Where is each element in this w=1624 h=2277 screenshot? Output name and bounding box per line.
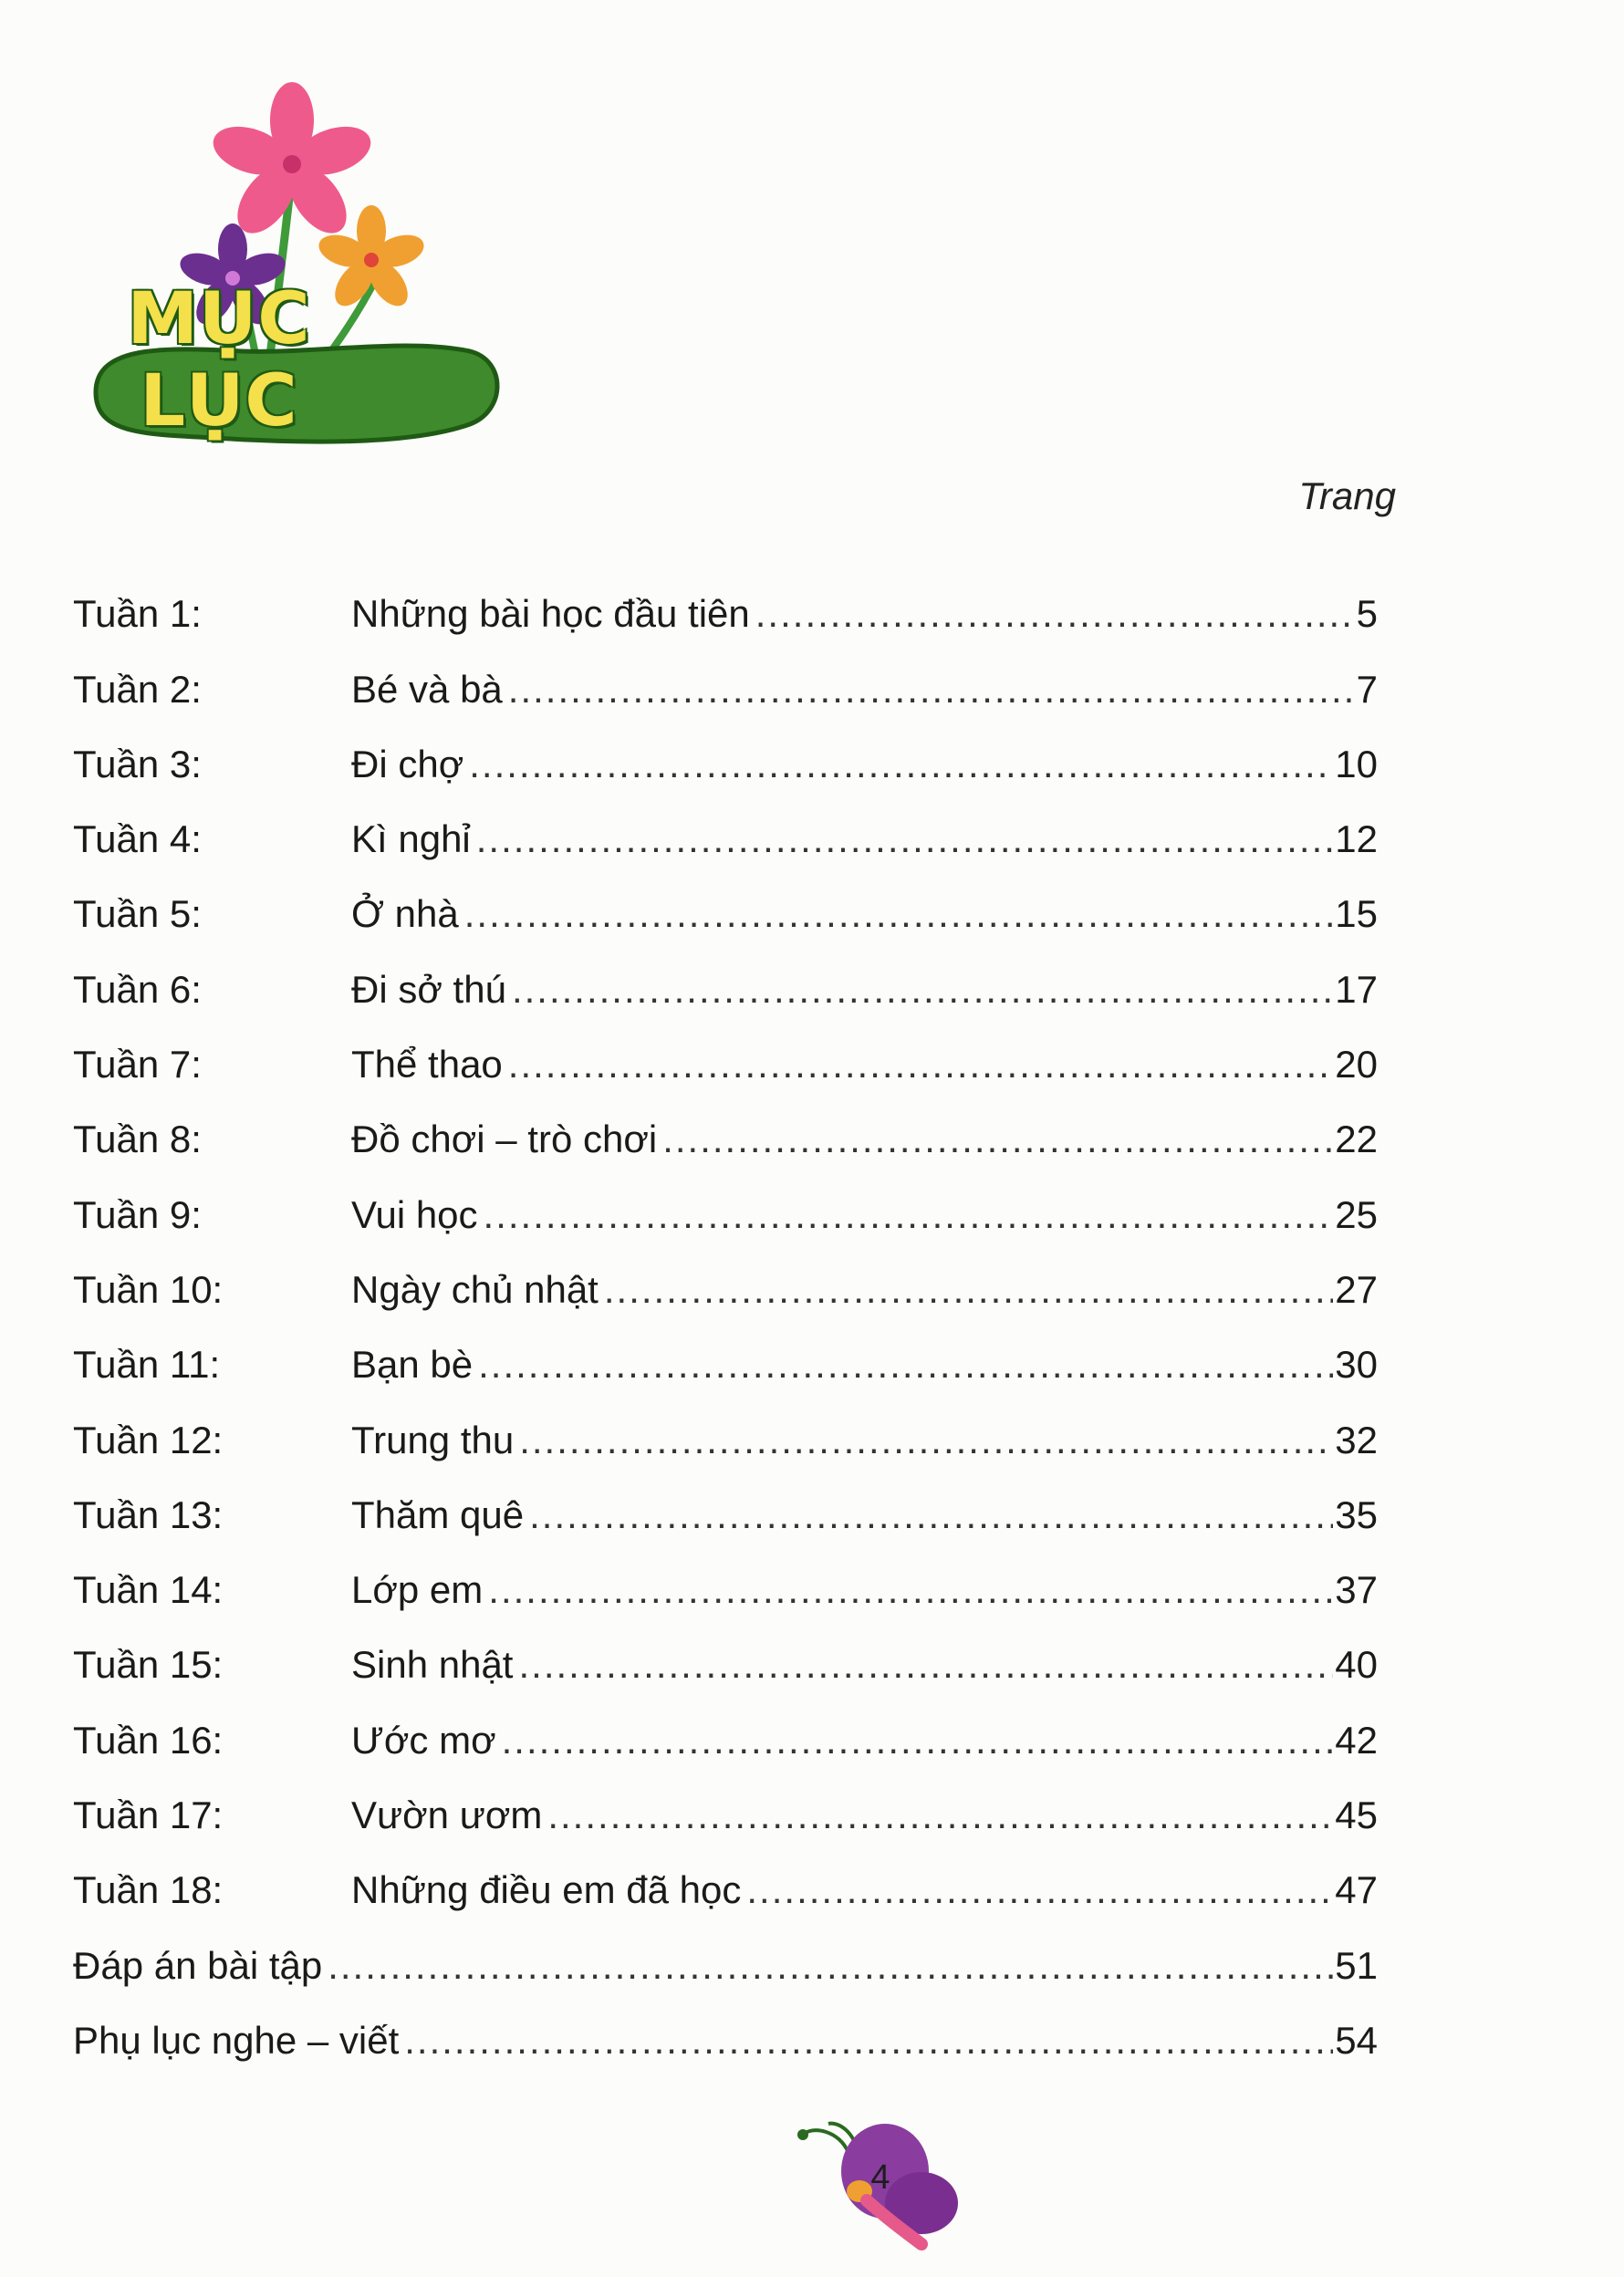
toc-title: Ngày chủ nhật — [351, 1267, 599, 1311]
toc-row — [73, 1084, 1378, 1159]
toc-row — [73, 1760, 1378, 1835]
toc-week: Tuần 16: — [73, 1718, 224, 1762]
toc-page: 35 — [1335, 1492, 1378, 1536]
toc-title: Trung thu — [351, 1418, 515, 1461]
toc-row — [73, 1460, 1378, 1534]
toc-week: Tuần 6: — [73, 967, 202, 1011]
toc-title: Đáp án bài tập — [73, 1943, 323, 1987]
toc-title: Đồ chơi – trò chơi — [351, 1118, 658, 1161]
toc-leader-dots — [755, 595, 1355, 633]
toc-week: Tuần 18: — [73, 1868, 224, 1912]
toc-week: Tuần 13: — [73, 1492, 224, 1536]
toc-page: 45 — [1335, 1794, 1378, 1837]
toc-title: Vui học — [351, 1192, 478, 1236]
toc-week: Tuần 2: — [73, 667, 202, 711]
toc-week: Tuần 9: — [73, 1192, 202, 1236]
toc-row — [73, 1309, 1378, 1387]
toc-title: Bé và bà — [351, 667, 503, 711]
toc-page: 22 — [1335, 1118, 1378, 1161]
toc-leader-dots — [464, 895, 1334, 933]
toc-week: Tuần 8: — [73, 1118, 202, 1161]
toc-week: Tuần 12: — [73, 1418, 224, 1461]
toc-title: Sinh nhật — [351, 1643, 514, 1687]
toc-row — [73, 1159, 1378, 1236]
toc-page: 12 — [1335, 817, 1378, 861]
toc-title: Những điều em đã học — [351, 1868, 742, 1912]
toc-leader-dots — [662, 1120, 1333, 1159]
toc-row — [73, 1009, 1378, 1087]
toc-page: 54 — [1335, 2018, 1378, 2062]
toc-list — [73, 558, 1378, 2060]
toc-title: Kì nghỉ — [351, 817, 471, 861]
page-title: MỤC LỤC — [127, 278, 311, 442]
toc-leader-dots — [478, 1346, 1333, 1384]
toc-leader-dots — [512, 971, 1333, 1009]
toc-title: Ước mơ — [351, 1718, 496, 1762]
toc-week: Tuần 15: — [73, 1643, 224, 1687]
toc-title: Bạn bè — [351, 1343, 474, 1387]
toc-week: Tuần 3: — [73, 742, 202, 785]
page-number: 4 — [870, 2158, 890, 2197]
toc-leader-dots — [476, 820, 1334, 858]
toc-title: Vườn ươm — [351, 1794, 543, 1837]
toc-leader-dots — [547, 1796, 1333, 1835]
toc-week: Tuần 7: — [73, 1043, 202, 1087]
toc-row — [73, 858, 1378, 936]
toc-page: 5 — [1356, 592, 1378, 636]
toc-leader-dots — [519, 1421, 1333, 1460]
toc-page: 25 — [1335, 1192, 1378, 1236]
toc-week: Tuần 11: — [73, 1343, 221, 1387]
toc-page: 20 — [1335, 1043, 1378, 1087]
toc-row — [73, 633, 1378, 711]
toc-leader-dots — [746, 1871, 1333, 1909]
toc-page: 32 — [1335, 1418, 1378, 1461]
toc-page: 27 — [1335, 1267, 1378, 1311]
toc-leader-dots — [469, 745, 1333, 784]
toc-page: 37 — [1335, 1568, 1378, 1612]
toc-row-extra — [73, 1909, 1378, 1987]
toc-week: Tuần 14: — [73, 1568, 224, 1612]
toc-row — [73, 1835, 1378, 1912]
toc-leader-dots — [604, 1271, 1333, 1309]
toc-week: Tuần 1: — [73, 592, 202, 636]
toc-page: 40 — [1335, 1643, 1378, 1687]
toc-leader-dots — [502, 1721, 1334, 1760]
toc-leader-dots — [488, 1571, 1333, 1609]
toc-week: Tuần 5: — [73, 892, 202, 936]
toc-leader-dots — [328, 1947, 1333, 1985]
toc-row-extra — [73, 1985, 1378, 2060]
toc-leader-dots — [508, 671, 1355, 709]
toc-leader-dots — [484, 1196, 1334, 1234]
toc-title: Đi chợ — [351, 742, 464, 785]
toc-row — [73, 1534, 1378, 1612]
toc-title: Phụ lục nghe – viết — [73, 2018, 400, 2062]
toc-title: Đi sở thú — [351, 967, 506, 1011]
toc-page: 42 — [1335, 1718, 1378, 1762]
toc-week: Tuần 17: — [73, 1794, 224, 1837]
toc-leader-dots — [508, 1045, 1333, 1084]
toc-page: 51 — [1335, 1943, 1378, 1987]
toc-row — [73, 1684, 1378, 1762]
toc-row — [73, 1234, 1378, 1309]
toc-row — [73, 1609, 1378, 1687]
toc-title: Ở nhà — [351, 892, 459, 936]
toc-page: 17 — [1335, 967, 1378, 1011]
toc-leader-dots — [404, 2022, 1333, 2060]
toc-row — [73, 784, 1378, 861]
toc-leader-dots — [518, 1646, 1333, 1684]
toc-title: Lớp em — [351, 1568, 484, 1612]
toc-row — [73, 558, 1378, 636]
toc-title: Thăm quê — [351, 1492, 525, 1536]
toc-title: Những bài học đầu tiên — [351, 592, 750, 636]
toc-page: 47 — [1335, 1868, 1378, 1912]
toc-row — [73, 933, 1378, 1011]
toc-row — [73, 1384, 1378, 1459]
toc-week: Tuần 10: — [73, 1267, 224, 1311]
toc-row — [73, 709, 1378, 784]
toc-page: 30 — [1335, 1343, 1378, 1387]
toc-title: Thể thao — [351, 1043, 503, 1087]
page-column-label: Trang — [1298, 474, 1396, 517]
toc-leader-dots — [529, 1496, 1333, 1534]
toc-page: 15 — [1335, 892, 1378, 936]
toc-week: Tuần 4: — [73, 817, 202, 861]
toc-page: 7 — [1356, 667, 1378, 711]
toc-page: 10 — [1335, 742, 1378, 785]
